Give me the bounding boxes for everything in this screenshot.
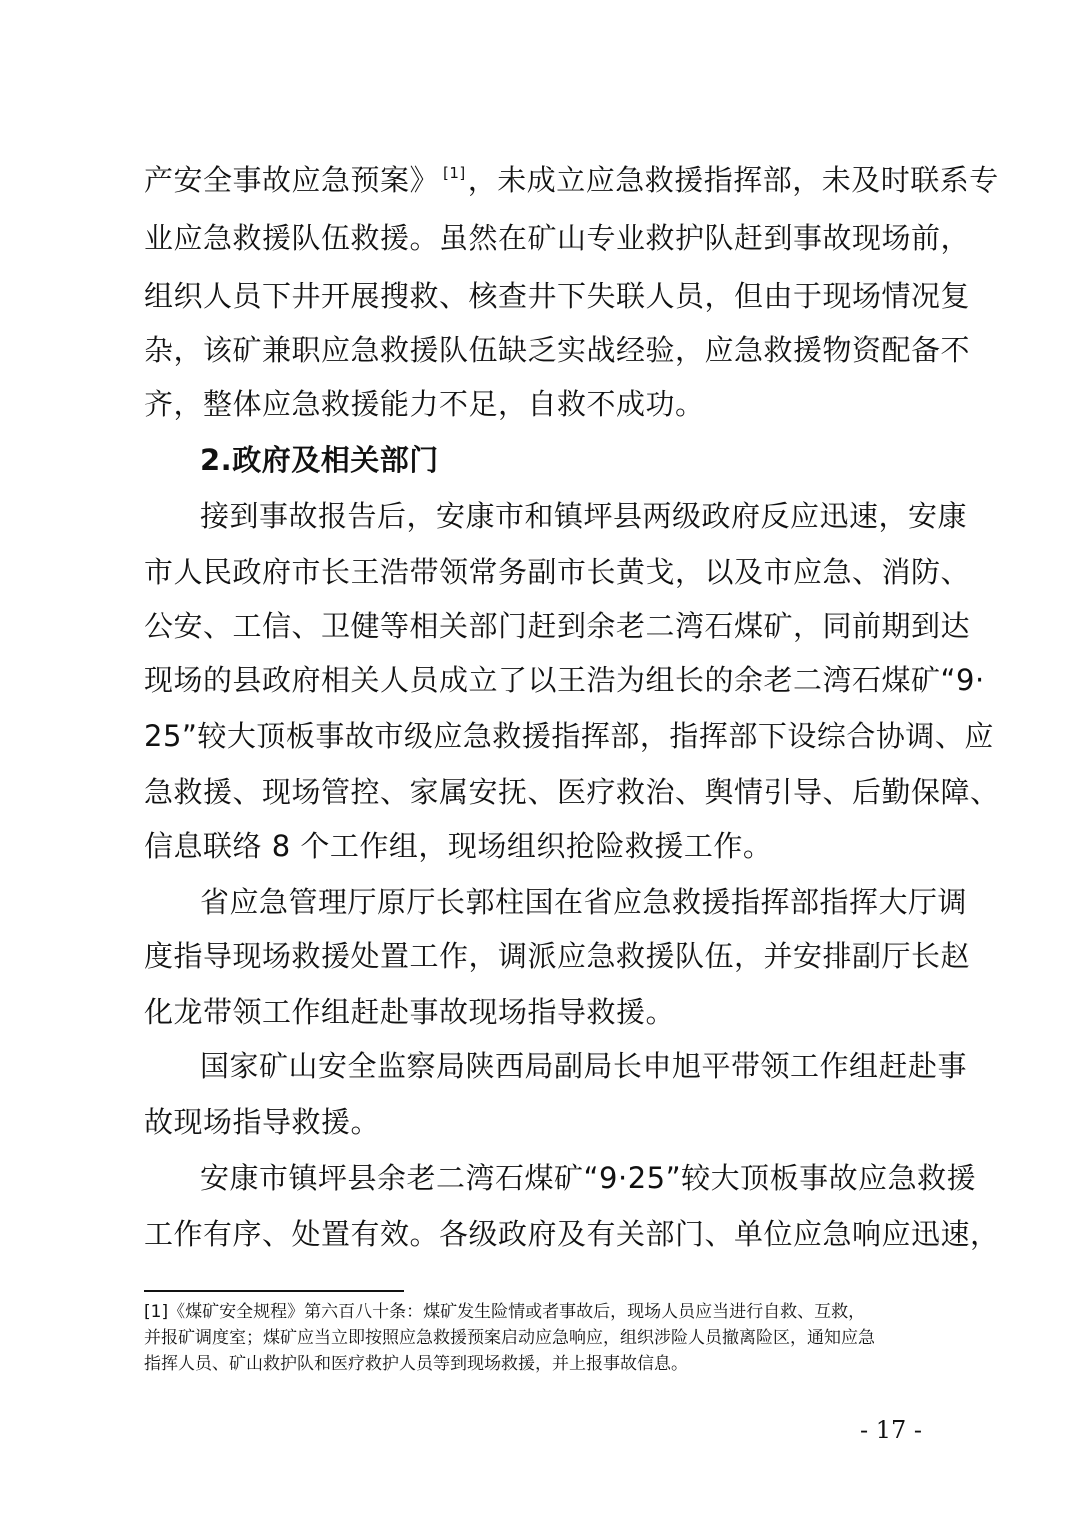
paragraph-line: 接到事故报告后，安康市和镇坪县两级政府反应迅速，安康 xyxy=(200,499,968,533)
paragraph-line: 市人民政府市长王浩带领常务副市长黄戈，以及市应急、消防、 xyxy=(144,555,971,589)
footnote-line: [1]《煤矿安全规程》第六百八十条：煤矿发生险情或者事故后，现场人员应当进行自救、互救， xyxy=(144,1302,866,1322)
paragraph-line: 现场的县政府相关人员成立了以王浩为组长的余老二湾石煤矿“9· xyxy=(144,663,985,697)
paragraph-line: 安康市镇坪县余老二湾石煤矿“9·25”较大顶板事故应急救援 xyxy=(200,1161,977,1195)
footnote-separator xyxy=(144,1290,404,1292)
paragraph-line: 国家矿山安全监察局陕西局副局长申旭平带领工作组赶赴事 xyxy=(200,1049,968,1083)
paragraph-line: 公安、工信、卫健等相关部门赶到余老二湾石煤矿，同前期到达 xyxy=(144,609,971,643)
page-number: - 17 - xyxy=(860,1416,923,1444)
text-span: ，未成立应急救援指挥部，未及时联系专 xyxy=(467,163,999,197)
paragraph-line: 度指导现场救援处置工作，调派应急救援队伍，并安排副厅长赵 xyxy=(144,939,971,973)
footnote-line: 并报矿调度室；煤矿应当立即按照应急救援预案启动应急响应，组织涉险人员撤离险区，通知应急 xyxy=(144,1328,875,1348)
footnote-reference[interactable]: [1] xyxy=(443,164,466,182)
paragraph-line: 25”较大顶板事故市级应急救援指挥部，指挥部下设综合协调、应 xyxy=(144,719,994,753)
paragraph-line: 工作有序、处置有效。各级政府及有关部门、单位应急响应迅速， xyxy=(144,1217,1000,1251)
paragraph-line: 故现场指导救援。 xyxy=(144,1105,381,1139)
paragraph-line: 信息联络 8 个工作组，现场组织抢险救援工作。 xyxy=(144,829,773,863)
section-heading: 2.政府及相关部门 xyxy=(200,443,439,477)
paragraph-line: 业应急救援队伍救援。虽然在矿山专业救护队赶到事故现场前， xyxy=(144,221,971,255)
paragraph-line xyxy=(144,160,999,200)
paragraph-line: 急救援、现场管控、家属安抚、医疗救治、舆情引导、后勤保障、 xyxy=(144,775,1000,809)
paragraph-line: 组织人员下井开展搜救、核查井下失联人员，但由于现场情况复 xyxy=(144,279,971,313)
paragraph-line: 化龙带领工作组赶赴事故现场指导救援。 xyxy=(144,995,676,1029)
paragraph-line: 杂，该矿兼职应急救援队伍缺乏实战经验，应急救援物资配备不 xyxy=(144,333,971,367)
paragraph-line: 齐，整体应急救援能力不足，自救不成功。 xyxy=(144,387,705,421)
footnote-line: 指挥人员、矿山救护队和医疗救护人员等到现场救援，并上报事故信息。 xyxy=(144,1354,688,1374)
paragraph-line: 省应急管理厅原厅长郭柱国在省应急救援指挥部指挥大厅调 xyxy=(200,885,968,919)
text-span: 产安全事故应急预案》 xyxy=(144,163,440,197)
